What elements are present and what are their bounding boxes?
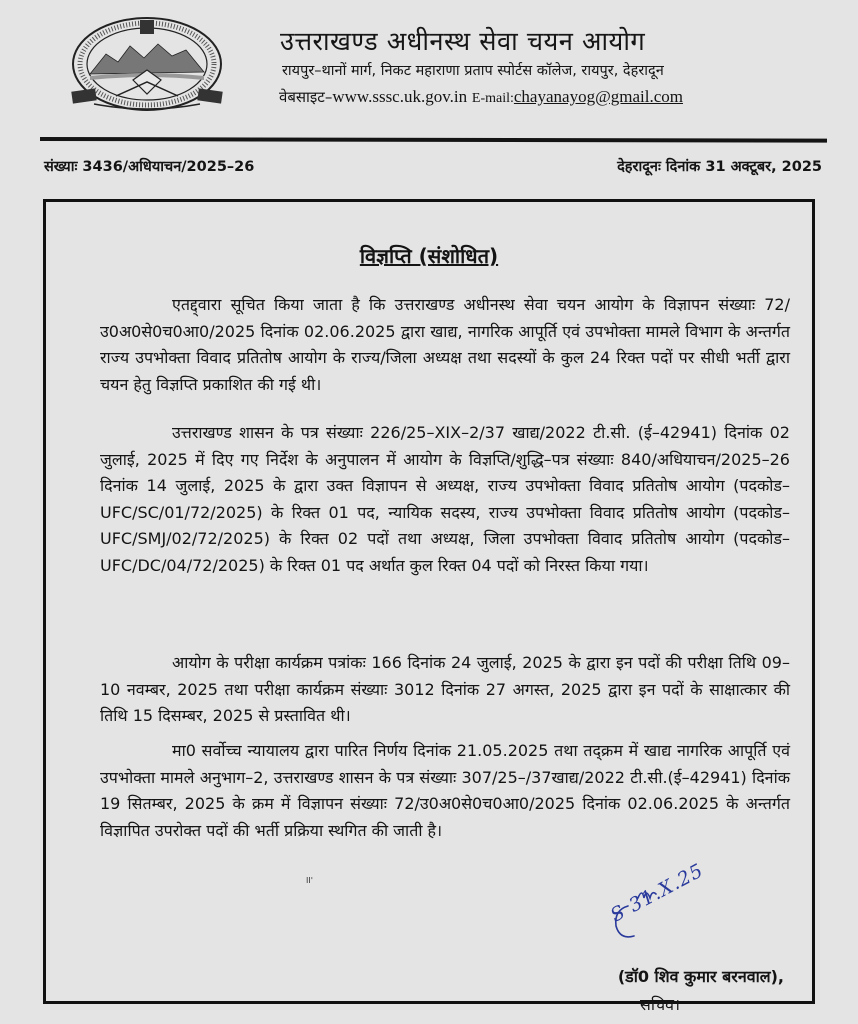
uksssc-emblem-icon: [66, 14, 228, 116]
website-link[interactable]: www.sssc.uk.gov.in: [332, 87, 468, 106]
org-address: रायपुर–थानों मार्ग, निकट महाराणा प्रताप स्पोर्टस कॉलेज, रायपुर, देहरादून: [282, 63, 664, 79]
org-contact: [279, 87, 683, 107]
signatory-name: (डॉ0 शिव कुमार बरनवाल),: [617, 967, 784, 986]
handwritten-signature: [606, 859, 752, 954]
reference-number: संख्याः 3436/अधियाचन/2025–26: [44, 159, 255, 175]
org-name: उत्तराखण्ड अधीनस्थ सेवा चयन आयोग: [280, 27, 646, 57]
stray-mark: II': [306, 876, 313, 885]
notice-paragraph: एतद्द्वारा सूचित किया जाता है कि उत्तराखण्ड अधीनस्थ सेवा चयन आयोग के विज्ञापन संख्याः 72/उ0अ0से0च0आ0/2025 दिनांक 02.06.2025 द्वारा खाद्य, नागरिक आपूर्ति एवं उपभोक्ता मामले विभाग के अन्तर्गत राज्य उपभोक्ता विवाद प्रतितोष आयोग के राज्य/जिला अध्यक्ष तथा सदस्यों के कुल 24 रिक्त पदों पर सीधी भर्ती द्वारा चयन हेतु विज्ञप्ति प्रकाशित की गई थी।: [100, 295, 790, 394]
notice-title: विज्ञप्ति (संशोधित): [359, 244, 499, 268]
notice-paragraph: मा0 सर्वोच्च न्यायालय द्वारा पारित निर्णय दिनांक 21.05.2025 तथा तद्क्रम में खाद्य नागरिक आपूर्ति एवं उपभोक्ता मामले अनुभाग–2, उत्तराखण्ड शासन के पत्र संख्याः 307/25–/37खाद्य/2022 टी.सी.(ई–42941) दिनांक 19 सितम्बर, 2025 के क्रम में विज्ञापन संख्याः 72/उ0अ0से0च0आ0/2025 दिनांक 02.06.2025 के अन्तर्गत विज्ञापित उपरोक्त पदों की भर्ती प्रक्रिया स्थगित की जाती है।: [100, 741, 790, 840]
website-label: वेबसाइट–: [279, 88, 333, 106]
header-divider: [40, 137, 827, 143]
email-label: E-mail:: [471, 91, 514, 106]
signature-text: S 31.X.25: [606, 859, 708, 927]
email-link[interactable]: chayanayog@gmail.com: [513, 87, 683, 106]
notice-paragraph: आयोग के परीक्षा कार्यक्रम पत्रांकः 166 दिनांक 24 जुलाई, 2025 के द्वारा इन पदों की परीक्षा तिथि 09–10 नवम्बर, 2025 तथा परीक्षा कार्यक्रम संख्याः 3012 दिनांक 27 अगस्त, 2025 द्वारा इन पदों के साक्षात्कार की तिथि 15 दिसम्बर, 2025 से प्रस्तावित थी।: [100, 653, 790, 725]
notice-paragraph: उत्तराखण्ड शासन के पत्र संख्याः 226/25–XIX–2/37 खाद्य/2022 टी.सी. (ई–42941) दिनांक 02 जुलाई, 2025 में दिए गए निर्देश के अनुपालन में आयोग के विज्ञप्ति/शुद्धि–पत्र संख्याः 840/अधियाचन/2025–26 दिनांक 14 जुलाई, 2025 के द्वारा उक्त विज्ञापन से अध्यक्ष, राज्य उपभोक्ता विवाद प्रतितोष आयोग (पदकोड–UFC/SC/01/72/2025) के रिक्त 01 पद, न्यायिक सदस्य, राज्य उपभोक्ता विवाद प्रतितोष आयोग (पदकोड–UFC/SMJ/02/72/2025) के रिक्त 02 पदों तथा अध्यक्ष, जिला उपभोक्ता विवाद प्रतितोष आयोग (पदकोड–UFC/DC/04/72/2025) के रिक्त 01 पद अर्थात कुल रिक्त 04 पदों को निरस्त किया गया।: [100, 423, 790, 575]
signatory-designation: सचिव।: [640, 995, 681, 1014]
reference-date: देहरादूनः दिनांक 31 अक्टूबर, 2025: [617, 159, 822, 175]
